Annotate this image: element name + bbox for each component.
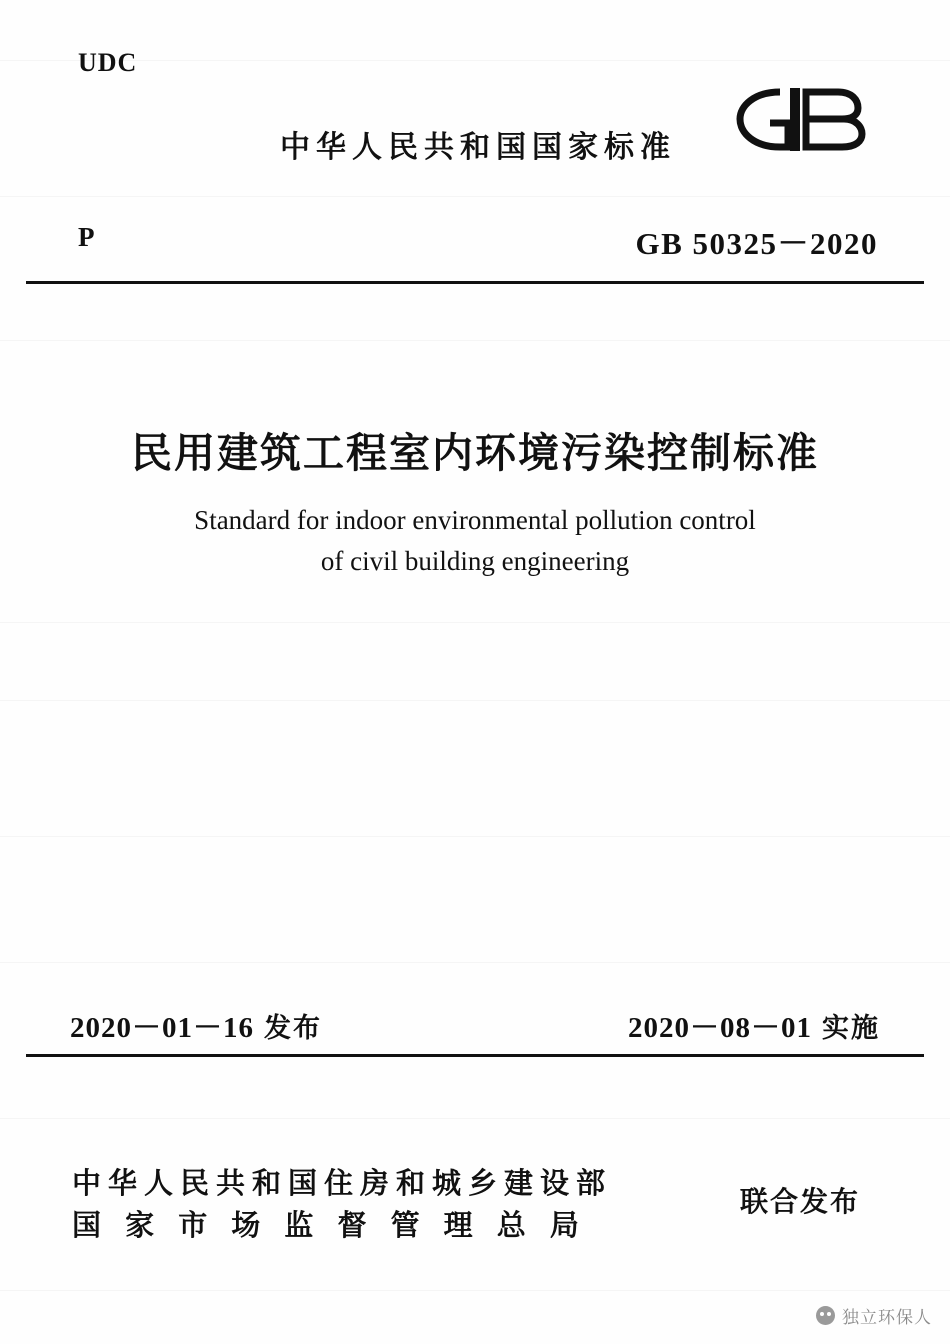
gb-logo-icon: [718, 78, 878, 160]
scan-texture-line: [0, 196, 950, 197]
issuer-line-2: 国 家 市 场 监 督 管 理 总 局: [72, 1208, 586, 1243]
national-standard-heading: 中华人民共和国国家标准: [280, 130, 676, 165]
date-row: [70, 1005, 880, 1046]
issue-date-group: [70, 1005, 322, 1046]
issue-date: 2020－01－16: [70, 1012, 255, 1044]
issue-label: 发布: [264, 1013, 323, 1044]
udc-label: UDC: [78, 48, 138, 77]
scan-texture-line: [0, 700, 950, 701]
effective-date-group: [628, 1005, 880, 1046]
scan-texture-line: [0, 836, 950, 837]
scan-texture-line: [0, 962, 950, 963]
standard-class-letter: P: [78, 222, 95, 252]
effective-label: 实施: [822, 1013, 880, 1044]
scan-texture-line: [0, 1118, 950, 1119]
title-english-line-1: Standard for indoor environmental pollution control: [194, 505, 756, 535]
watermark-text: 独立环保人: [842, 1308, 932, 1328]
document-title-english: [0, 500, 950, 581]
standard-number: GB 50325－2020: [635, 226, 878, 261]
scan-texture-line: [0, 60, 950, 61]
effective-date: 2020－08－01: [627, 1012, 812, 1044]
issuing-authorities: [72, 1162, 612, 1246]
title-english-line-2: of civil building engineering: [320, 545, 630, 576]
watermark: [816, 1303, 932, 1328]
document-title-chinese: 民用建筑工程室内环境污染控制标准: [131, 429, 819, 477]
joint-release-label: 联合发布: [740, 1185, 861, 1218]
header-divider: [26, 281, 924, 284]
footer-divider: [26, 1054, 924, 1057]
scan-texture-line: [0, 1290, 950, 1291]
scan-texture-line: [0, 622, 950, 623]
issuer-line-1: 中华人民共和国住房和城乡建设部: [72, 1166, 613, 1200]
wechat-icon: [816, 1306, 835, 1325]
scan-texture-line: [0, 340, 950, 341]
